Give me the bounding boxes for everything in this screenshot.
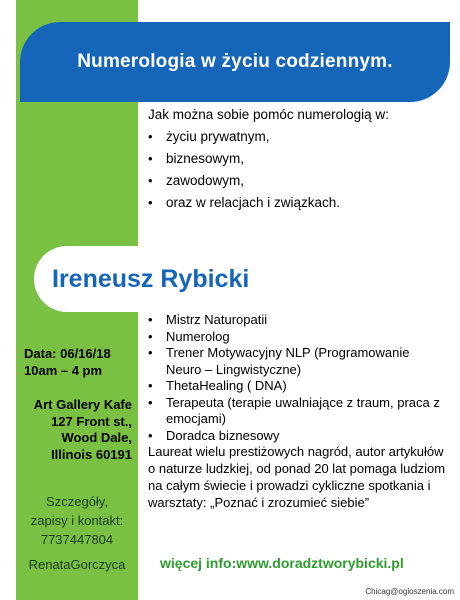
event-address	[16, 397, 138, 463]
event-street: 127 Front st.,	[51, 413, 132, 429]
intro-item: • życiu prywatnym,	[148, 126, 448, 148]
page-title: Numerologia w życiu codziennym.	[77, 51, 393, 72]
contact-line1: Szczegóły,	[46, 494, 108, 509]
credentials-list	[148, 312, 448, 444]
contact-line2: zapisy i kontakt:	[30, 513, 124, 528]
intro-item: • biznesowym,	[148, 148, 448, 170]
intro-item: • zawodowym,	[148, 170, 448, 192]
watermark: Chicag@ogloszenia.com	[365, 587, 454, 596]
event-venue: Art Gallery Kafe	[33, 397, 132, 412]
event-time: 10am – 4 pm	[24, 362, 103, 378]
title-banner	[20, 22, 450, 102]
credentials-section	[148, 312, 448, 444]
event-city: Wood Dale,	[61, 430, 132, 445]
credential-item: • Numerolog	[148, 329, 448, 346]
speaker-banner	[34, 246, 454, 312]
contact-phone[interactable]: 7737447804	[40, 532, 114, 547]
more-info-link[interactable]: więcej info:www.doradztworybicki.pl	[160, 555, 404, 571]
event-details	[16, 346, 138, 463]
contact-name: RenataGorczyca	[28, 557, 126, 572]
credential-item: • Trener Motywacyjny NLP (Programowanie Neuro – Lingwistyczne)	[148, 345, 448, 378]
event-date: Data: 06/16/18	[24, 346, 111, 361]
contact-section	[16, 492, 138, 574]
intro-heading: Jak można sobie pomóc numerologią w:	[148, 107, 389, 122]
speaker-name: Ireneusz Rybicki	[52, 264, 250, 293]
intro-item: • oraz w relacjach i związkach.	[148, 192, 448, 214]
credential-item: • Doradca biznesowy	[148, 428, 448, 445]
intro-list	[148, 126, 448, 214]
laureate-text: Laureat wielu prestiżowych nagród, autor artykułów o naturze ludzkiej, od ponad 20 lat pomaga ludziom na całym świecie i prowadzi cykliczne spotkania i warsztaty: „Poznać i zrozumieć siebie”	[148, 444, 446, 510]
event-state-zip: Illinois 60191	[51, 446, 132, 462]
credential-item: • Mistrz Naturopatii	[148, 312, 448, 329]
intro-section	[148, 104, 448, 214]
credential-item: • Terapeuta (terapie uwalniające z traum, praca z emocjami)	[148, 395, 448, 428]
credential-item: • ThetaHealing ( DNA)	[148, 378, 448, 395]
